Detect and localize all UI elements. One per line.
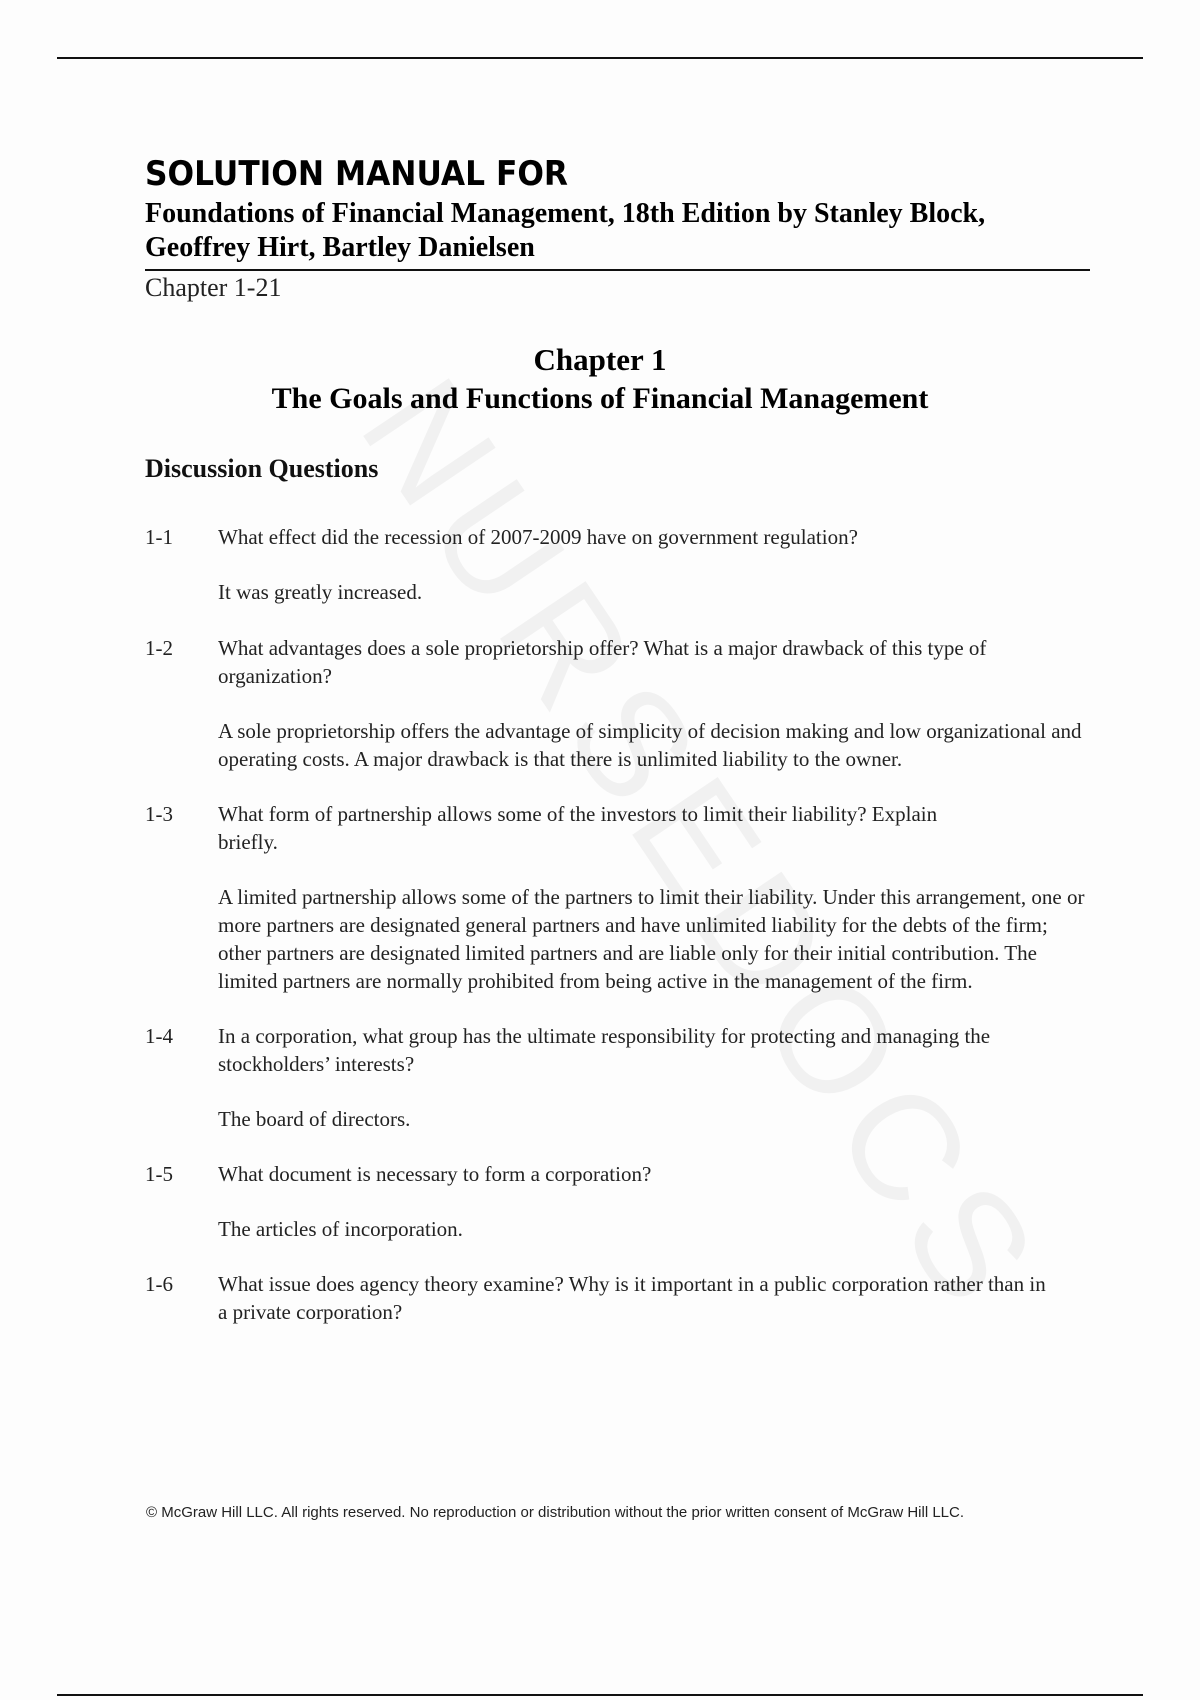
document-header [145, 153, 1090, 303]
question-item [145, 1270, 1090, 1326]
question-text: What effect did the recession of 2007-2009 have on government regulation? [218, 525, 858, 549]
answer-text: A sole proprietorship offers the advantage of simplicity of decision making and low organizational and operating costs. A major drawback is that there is unlimited liability to the owner. [218, 719, 1082, 771]
question-number: 1-4 [145, 1024, 173, 1048]
question-number: 1-1 [145, 525, 173, 549]
question-text: What issue does agency theory examine? Why is it important in a public corporation rather than in a private corporation? [218, 1272, 1046, 1324]
chapter-range: Chapter 1-21 [145, 273, 282, 302]
chapter-number: Chapter 1 [533, 342, 667, 377]
question-item [145, 634, 1090, 773]
answer-text: It was greatly increased. [218, 580, 423, 604]
copyright-footer: © McGraw Hill LLC. All rights reserved. No reproduction or distribution without the prior written consent of McGraw Hill LLC. [146, 1504, 965, 1521]
question-item [145, 1160, 1090, 1243]
question-item [145, 800, 1090, 995]
question-text: What form of partnership allows some of the investors to limit their liability? Explain briefly. [218, 802, 938, 854]
chapter-heading [0, 341, 1200, 419]
question-list [145, 523, 1090, 1326]
chapter-title: The Goals and Functions of Financial Management [271, 382, 929, 415]
question-text: What document is necessary to form a corporation? [218, 1162, 652, 1186]
question-item [145, 1022, 1090, 1133]
question-number: 1-3 [145, 802, 173, 826]
section-heading: Discussion Questions [145, 454, 379, 483]
answer-text: A limited partnership allows some of the partners to limit their liability. Under this arrangement, one or more partners are designated general partners and have unlimited liability for the debts of the firm; other partners are designated limited partners and are liable only for their initial contribution. The limited partners are normally prohibited from being active in the management of the firm. [218, 885, 1085, 993]
question-text: In a corporation, what group has the ultimate responsibility for protecting and managing the stockholders’ interests? [218, 1024, 991, 1076]
question-number: 1-2 [145, 636, 173, 660]
top-divider [57, 57, 1143, 59]
question-number: 1-5 [145, 1162, 173, 1186]
bottom-divider [57, 1694, 1143, 1696]
title-divider [145, 269, 1090, 271]
solution-manual-title: SOLUTION MANUAL FOR [145, 154, 568, 194]
question-text: What advantages does a sole proprietorship offer? What is a major drawback of this type of organization? [218, 636, 987, 688]
question-number: 1-6 [145, 1272, 173, 1296]
book-title: Foundations of Financial Management, 18th Edition by Stanley Block, Geoffrey Hirt, Bartley Danielsen [145, 198, 986, 263]
question-item [145, 523, 1090, 606]
answer-text: The board of directors. [218, 1107, 411, 1131]
answer-text: The articles of incorporation. [218, 1217, 463, 1241]
